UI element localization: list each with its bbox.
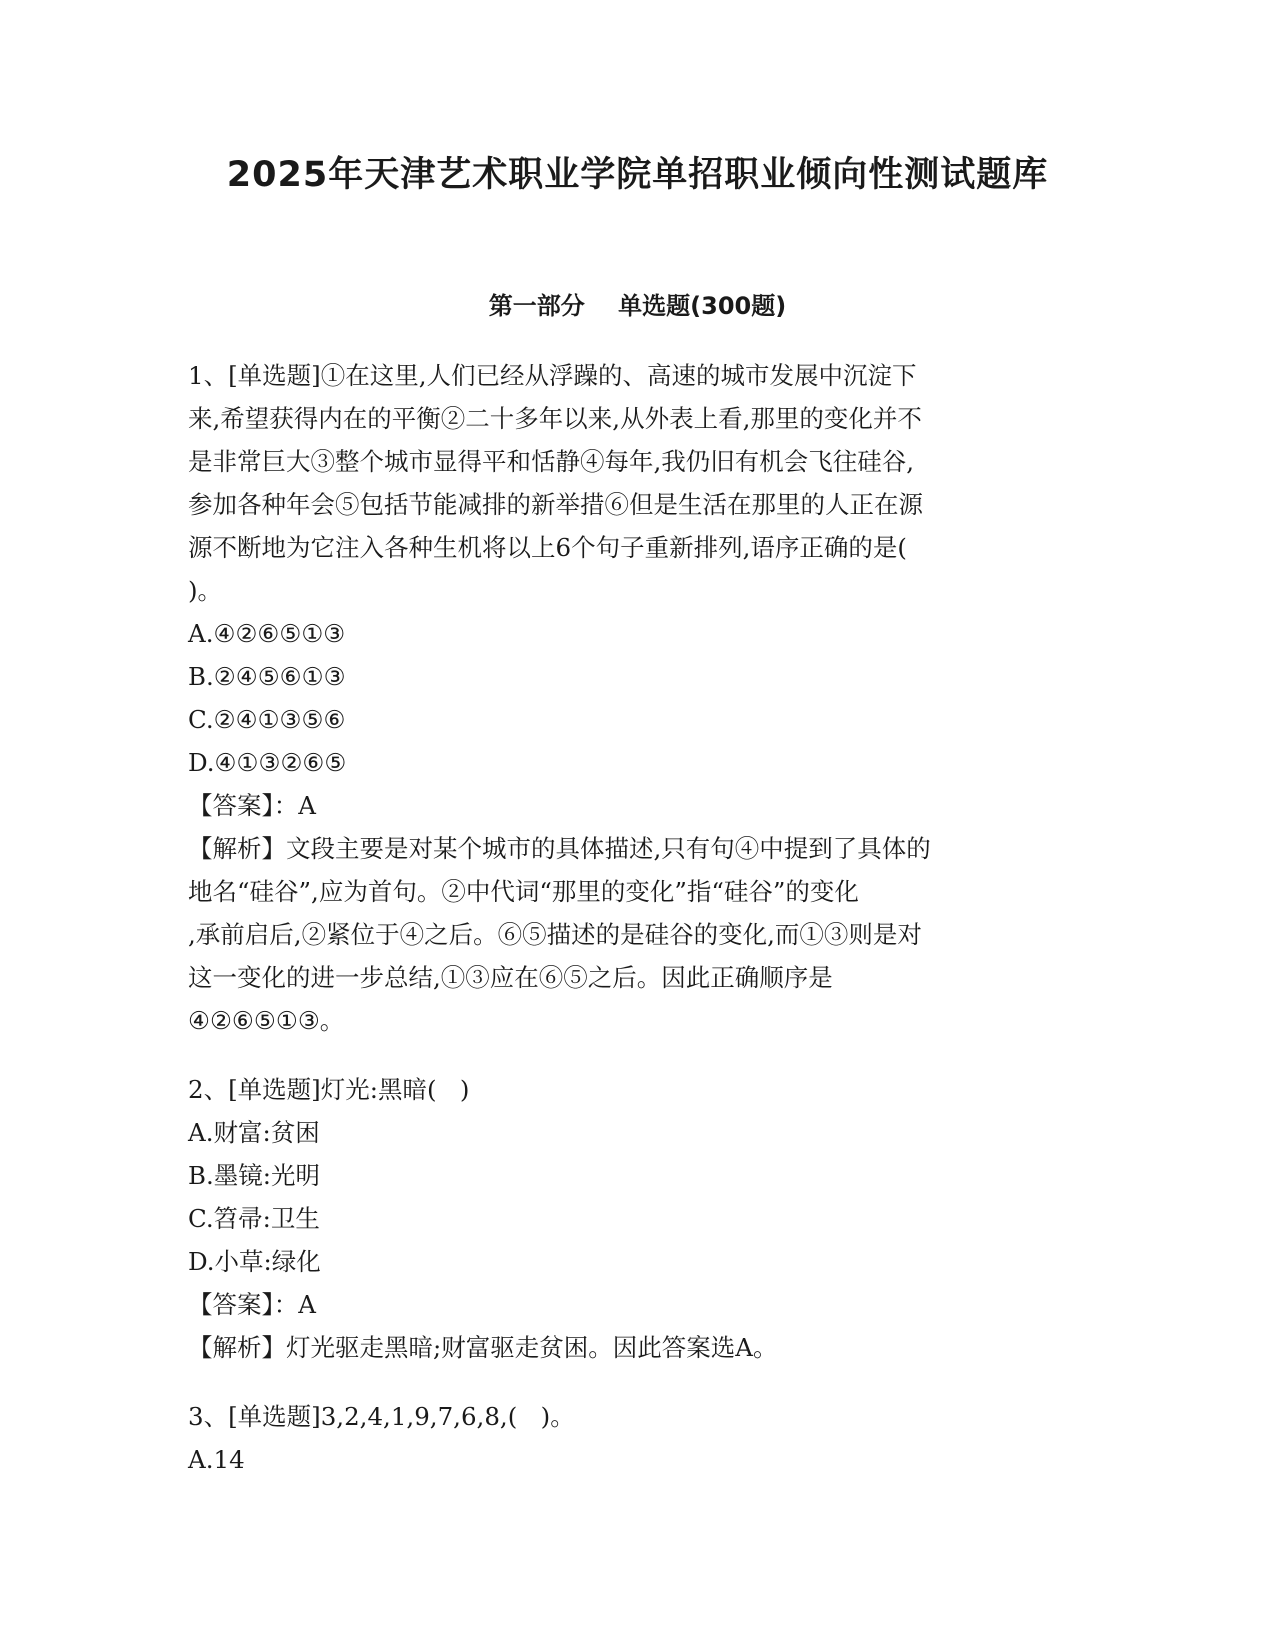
question-2 [188, 1068, 1088, 1369]
question-stem-line: 源不断地为它注入各种生机将以上6个句子重新排列,语序正确的是( [188, 533, 907, 562]
option-b: B.墨镜:光明 [188, 1161, 321, 1190]
question-stem-line: 3、[单选题]3,2,4,1,9,7,6,8,( )。 [188, 1402, 575, 1431]
option-d: D.④①③②⑥⑤ [188, 748, 347, 777]
option-b: B.②④⑤⑥①③ [188, 662, 346, 691]
analysis-line: 【解析】灯光驱走黑暗;财富驱走贫困。因此答案选A。 [188, 1333, 778, 1362]
question-stem-line: 1、[单选题]①在这里,人们已经从浮躁的、高速的城市发展中沉淀下 [188, 361, 917, 390]
question-stem-line: 参加各种年会⑤包括节能减排的新举措⑥但是生活在那里的人正在源 [188, 490, 923, 519]
analysis-line: ,承前启后,②紧位于④之后。⑥⑤描述的是硅谷的变化,而①③则是对 [188, 920, 922, 949]
option-a: A.财富:贫困 [188, 1118, 320, 1147]
question-stem-line: 是非常巨大③整个城市显得平和恬静④每年,我仍旧有机会飞往硅谷, [188, 447, 915, 476]
section-heading: 第一部分 单选题(300题) [488, 292, 787, 320]
question-stem-line: 2、[单选题]灯光:黑暗( ) [188, 1075, 470, 1104]
option-d: D.小草:绿化 [188, 1247, 321, 1276]
option-a: A.④②⑥⑤①③ [188, 619, 346, 648]
analysis-line: 地名“硅谷”,应为首句。②中代词“那里的变化”指“硅谷”的变化 [188, 877, 859, 906]
analysis-line: 这一变化的进一步总结,①③应在⑥⑤之后。因此正确顺序是 [188, 963, 833, 992]
analysis-line: 【解析】文段主要是对某个城市的具体描述,只有句④中提到了具体的 [188, 834, 931, 863]
answer-line: 【答案】：A [188, 1290, 316, 1319]
document-title: 2025年天津艺术职业学院单招职业倾向性测试题库 [226, 155, 1049, 195]
answer-line: 【答案】：A [188, 791, 316, 820]
question-stem-line: 来,希望获得内在的平衡②二十多年以来,从外表上看,那里的变化并不 [188, 404, 922, 433]
question-1 [188, 354, 1088, 1042]
question-3 [188, 1395, 1088, 1481]
question-stem-line: )。 [188, 576, 223, 605]
analysis-line: ④②⑥⑤①③。 [188, 1006, 345, 1035]
option-c: C.笤帚:卫生 [188, 1204, 320, 1233]
option-a: A.14 [188, 1445, 245, 1474]
option-c: C.②④①③⑤⑥ [188, 705, 346, 734]
